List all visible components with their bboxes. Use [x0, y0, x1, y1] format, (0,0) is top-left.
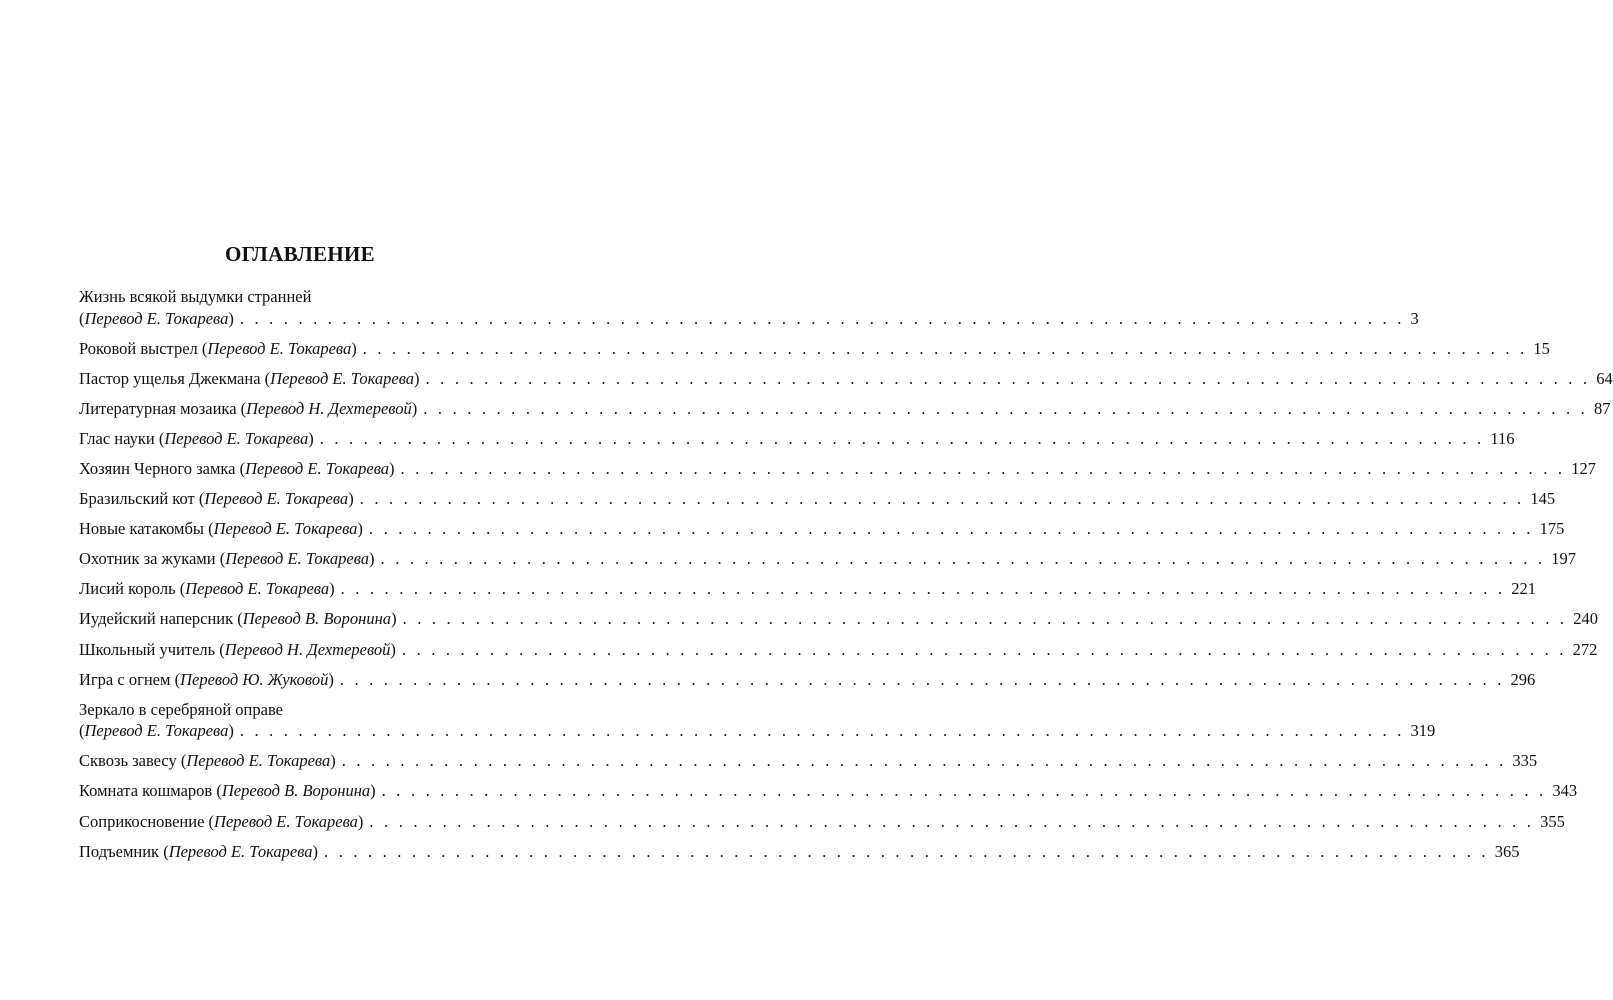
toc-line — [79, 548, 1576, 570]
toc-line — [79, 338, 1550, 360]
dot-leader: . . . . . . . . . . . . . . . . . . . . . . . . . . . . . . . . . . . . . . . . . . . . . . . . . . . . . . . . . . . . . . . . . . . . . . . . . . . . . . . . — [425, 368, 1591, 388]
toc-line — [79, 780, 1578, 802]
entry-page-number: 296 — [1510, 669, 1536, 689]
open-paren: ( — [198, 489, 205, 509]
toc-line — [79, 518, 1565, 540]
entry-text — [79, 428, 314, 450]
open-paren: ( — [179, 579, 186, 599]
dot-leader: . . . . . . . . . . . . . . . . . . . . . . . . . . . . . . . . . . . . . . . . . . . . . . . . . . . . . . . . . . . . . . . . . . . . . . . . . . . . . . . . — [369, 811, 1535, 831]
entry-page-number: 127 — [1571, 458, 1596, 478]
close-paren: ) — [228, 308, 234, 328]
entry-text — [79, 750, 336, 772]
entry-title: Охотник за жуками — [79, 549, 216, 569]
close-paren: ) — [370, 781, 376, 801]
entry-title: Литературная мозаика — [79, 398, 237, 418]
toc-line-title — [79, 699, 521, 721]
open-paren: ( — [264, 368, 271, 388]
entry-title: Хозяин Черного замка — [79, 458, 236, 478]
dot-leader: . . . . . . . . . . . . . . . . . . . . . . . . . . . . . . . . . . . . . . . . . . . . . . . . . . . . . . . . . . . . . . . . . . . . . . . . . . . . . . . . — [359, 489, 1525, 509]
entry-translator: Перевод Ю. Жуковой — [180, 669, 329, 689]
entry-translator: Перевод Н. Дехтеревой — [246, 398, 412, 418]
entry-translator: Перевод Е. Токарева — [164, 428, 309, 448]
entry-title: Игра с огнем — [79, 669, 171, 689]
toc-line — [79, 578, 1537, 600]
entry-page-number: 343 — [1552, 781, 1578, 801]
entry-translator-group — [79, 308, 234, 330]
entry-page-number: 175 — [1539, 519, 1565, 539]
entry-translator: Перевод В. Воронина — [221, 781, 371, 801]
entry-page-number: 145 — [1530, 489, 1556, 509]
open-paren: ( — [219, 549, 226, 569]
dot-leader: . . . . . . . . . . . . . . . . . . . . . . . . . . . . . . . . . . . . . . . . . . . . . . . . . . . . . . . . . . . . . . . . . . . . . . . . . . . . . . . . — [341, 751, 1507, 771]
entry-text — [79, 669, 334, 691]
close-paren: ) — [390, 639, 396, 659]
toc-entry[interactable] — [79, 841, 1520, 863]
entry-text — [79, 841, 318, 863]
dot-leader: . . . . . . . . . . . . . . . . . . . . . . . . . . . . . . . . . . . . . . . . . . . . . . . . . . . . . . . . . . . . . . . . . . . . . . . . . . . . . . . . — [340, 579, 1506, 599]
entry-translator: Перевод Е. Токарева — [168, 841, 313, 861]
dot-leader: . . . . . . . . . . . . . . . . . . . . . . . . . . . . . . . . . . . . . . . . . . . . . . . . . . . . . . . . . . . . . . . . . . . . . . . . . . . . . . . . — [319, 428, 1485, 448]
entry-page-number: 319 — [1410, 721, 1436, 741]
close-paren: ) — [414, 368, 420, 388]
entry-page-number: 116 — [1490, 428, 1515, 448]
entry-title: Подъемник — [79, 841, 160, 861]
toc-line-title — [79, 286, 521, 308]
entry-translator: Перевод В. Воронина — [242, 609, 392, 629]
toc-entry[interactable] — [79, 750, 1538, 772]
close-paren: ) — [348, 489, 354, 509]
entry-text — [79, 398, 417, 420]
entry-translator: Перевод Е. Токарева — [185, 579, 330, 599]
open-paren: ( — [219, 639, 225, 659]
close-paren: ) — [329, 579, 335, 599]
toc-entry[interactable] — [79, 338, 1550, 360]
toc-entry[interactable] — [79, 639, 1598, 661]
entry-page-number: 15 — [1533, 338, 1550, 358]
toc-entry[interactable] — [79, 398, 1611, 420]
toc-line — [79, 368, 1613, 390]
entry-page-number: 355 — [1540, 811, 1565, 831]
entry-page-number: 197 — [1551, 549, 1576, 569]
close-paren: ) — [351, 338, 357, 358]
open-paren: ( — [180, 751, 187, 771]
toc-line — [79, 811, 1565, 833]
entry-translator: Перевод Е. Токарева — [207, 338, 352, 358]
entry-translator-group — [79, 720, 234, 742]
open-paren: ( — [79, 721, 85, 741]
toc-entry[interactable] — [79, 699, 1436, 742]
toc-line — [79, 458, 1596, 480]
entry-title: Лисий король — [79, 579, 176, 599]
open-paren: ( — [208, 811, 215, 831]
toc-entry[interactable] — [79, 811, 1565, 833]
toc-line — [79, 639, 1598, 661]
open-paren: ( — [239, 458, 246, 478]
toc-entry[interactable] — [79, 286, 1419, 329]
entry-text — [79, 458, 395, 480]
dot-leader: . . . . . . . . . . . . . . . . . . . . . . . . . . . . . . . . . . . . . . . . . . . . . . . . . . . . . . . . . . . . . . . . . . . . . . . . . . . . . . . . — [381, 781, 1547, 801]
open-paren: ( — [201, 338, 208, 358]
entry-title: Пастор ущелья Джекмана — [79, 368, 261, 388]
close-paren: ) — [369, 549, 375, 569]
entry-text — [79, 338, 357, 360]
dot-leader: . . . . . . . . . . . . . . . . . . . . . . . . . . . . . . . . . . . . . . . . . . . . . . . . . . . . . . . . . . . . . . . . . . . . . . . . . . . . . . . . — [239, 308, 1405, 328]
close-paren: ) — [330, 751, 336, 771]
open-paren: ( — [158, 428, 165, 448]
toc-entry[interactable] — [79, 669, 1536, 691]
dot-leader: . . . . . . . . . . . . . . . . . . . . . . . . . . . . . . . . . . . . . . . . . . . . . . . . . . . . . . . . . . . . . . . . . . . . . . . . . . . . . . . . — [368, 519, 1534, 539]
toc-line — [79, 841, 1520, 863]
entry-translator: Перевод Е. Токарева — [214, 811, 358, 831]
entry-translator: Перевод Е. Токарева — [213, 519, 358, 539]
toc-entry[interactable] — [79, 488, 1556, 510]
dot-leader: . . . . . . . . . . . . . . . . . . . . . . . . . . . . . . . . . . . . . . . . . . . . . . . . . . . . . . . . . . . . . . . . . . . . . . . . . . . . . . . . — [339, 669, 1505, 689]
entry-page-number: 365 — [1494, 841, 1520, 861]
toc-entry[interactable] — [79, 368, 1613, 390]
close-paren: ) — [328, 669, 334, 689]
entry-page-number: 335 — [1512, 751, 1538, 771]
table-of-contents — [79, 286, 1613, 871]
toc-entry[interactable] — [79, 458, 1596, 480]
close-paren: ) — [308, 428, 314, 448]
dot-leader: . . . . . . . . . . . . . . . . . . . . . . . . . . . . . . . . . . . . . . . . . . . . . . . . . . . . . . . . . . . . . . . . . . . . . . . . . . . . . . . . — [239, 721, 1405, 741]
entry-title: Сквозь завесу — [79, 751, 177, 771]
toc-line-detail — [79, 720, 1436, 742]
toc-line — [79, 669, 1536, 691]
entry-page-number: 87 — [1593, 398, 1611, 418]
entry-translator: Перевод Е. Токарева — [84, 721, 229, 741]
close-paren: ) — [357, 811, 364, 831]
entry-page-number: 3 — [1410, 308, 1419, 328]
entry-title: Иудейский наперсник — [79, 609, 234, 629]
dot-leader: . . . . . . . . . . . . . . . . . . . . . . . . . . . . . . . . . . . . . . . . . . . . . . . . . . . . . . . . . . . . . . . . . . . . . . . . . . . . . . . . — [324, 841, 1489, 861]
open-paren: ( — [240, 398, 247, 418]
toc-line — [79, 398, 1611, 420]
dot-leader: . . . . . . . . . . . . . . . . . . . . . . . . . . . . . . . . . . . . . . . . . . . . . . . . . . . . . . . . . . . . . . . . . . . . . . . . . . . . . . . . — [401, 639, 1567, 659]
close-paren: ) — [389, 458, 395, 478]
entry-page-number: 240 — [1573, 609, 1598, 629]
toc-entry[interactable] — [79, 780, 1578, 802]
toc-entry[interactable] — [79, 548, 1576, 570]
entry-title: Соприкосновение — [79, 811, 205, 831]
dot-leader: . . . . . . . . . . . . . . . . . . . . . . . . . . . . . . . . . . . . . . . . . . . . . . . . . . . . . . . . . . . . . . . . . . . . . . . . . . . . . . . . — [423, 398, 1588, 418]
entry-title: Комната кошмаров — [79, 781, 213, 801]
entry-text — [79, 578, 335, 600]
entry-translator: Перевод Е. Токарева — [225, 549, 370, 569]
open-paren: ( — [208, 519, 214, 539]
open-paren: ( — [237, 609, 243, 629]
close-paren: ) — [312, 841, 319, 861]
entry-text — [79, 639, 396, 661]
open-paren: ( — [79, 308, 85, 328]
dot-leader: . . . . . . . . . . . . . . . . . . . . . . . . . . . . . . . . . . . . . . . . . . . . . . . . . . . . . . . . . . . . . . . . . . . . . . . . . . . . . . . . — [402, 609, 1568, 629]
toc-line-detail — [79, 308, 1419, 330]
page-title: ОГЛАВЛЕНИЕ — [225, 242, 375, 266]
open-paren: ( — [216, 781, 222, 801]
close-paren: ) — [391, 609, 397, 629]
open-paren: ( — [174, 669, 181, 689]
dot-leader: . . . . . . . . . . . . . . . . . . . . . . . . . . . . . . . . . . . . . . . . . . . . . . . . . . . . . . . . . . . . . . . . . . . . . . . . . . . . . . . . — [362, 338, 1528, 358]
entry-page-number: 64 — [1596, 368, 1613, 388]
entry-text — [79, 811, 363, 833]
entry-text — [79, 488, 354, 510]
entry-page-number: 221 — [1511, 579, 1537, 599]
entry-text — [79, 548, 375, 570]
entry-translator: Перевод Н. Дехтеревой — [224, 639, 391, 659]
toc-entry[interactable] — [79, 578, 1537, 600]
entry-title: Глас науки — [79, 428, 155, 448]
toc-line — [79, 488, 1556, 510]
entry-translator: Перевод Е. Токарева — [186, 751, 331, 771]
entry-title: Зеркало в серебряной оправе — [79, 699, 283, 719]
toc-line — [79, 428, 1515, 450]
toc-line — [79, 608, 1598, 630]
entry-text — [79, 780, 376, 802]
entry-title: Новые катакомбы — [79, 519, 204, 539]
toc-entry[interactable] — [79, 608, 1598, 630]
entry-translator: Перевод Е. Токарева — [84, 308, 229, 328]
entry-title: Школьный учитель — [79, 639, 216, 659]
toc-entry[interactable] — [79, 428, 1515, 450]
close-paren: ) — [411, 398, 418, 418]
entry-translator: Перевод Е. Токарева — [204, 489, 349, 509]
dot-leader: . . . . . . . . . . . . . . . . . . . . . . . . . . . . . . . . . . . . . . . . . . . . . . . . . . . . . . . . . . . . . . . . . . . . . . . . . . . . . . . . — [400, 458, 1566, 478]
open-paren: ( — [163, 841, 169, 861]
toc-line — [79, 750, 1538, 772]
entry-translator: Перевод Е. Токарева — [245, 458, 389, 478]
close-paren: ) — [357, 519, 363, 539]
entry-title: Роковой выстрел — [79, 338, 198, 358]
entry-title: Бразильский кот — [79, 489, 195, 509]
entry-text — [79, 368, 420, 390]
dot-leader: . . . . . . . . . . . . . . . . . . . . . . . . . . . . . . . . . . . . . . . . . . . . . . . . . . . . . . . . . . . . . . . . . . . . . . . . . . . . . . . . — [380, 549, 1546, 569]
entry-title: Жизнь всякой выдумки странней — [79, 287, 312, 306]
entry-translator: Перевод Е. Токарева — [270, 368, 415, 388]
entry-text — [79, 518, 363, 540]
close-paren: ) — [228, 721, 234, 741]
entry-page-number: 272 — [1572, 639, 1598, 659]
toc-entry[interactable] — [79, 518, 1565, 540]
entry-text — [79, 608, 397, 630]
